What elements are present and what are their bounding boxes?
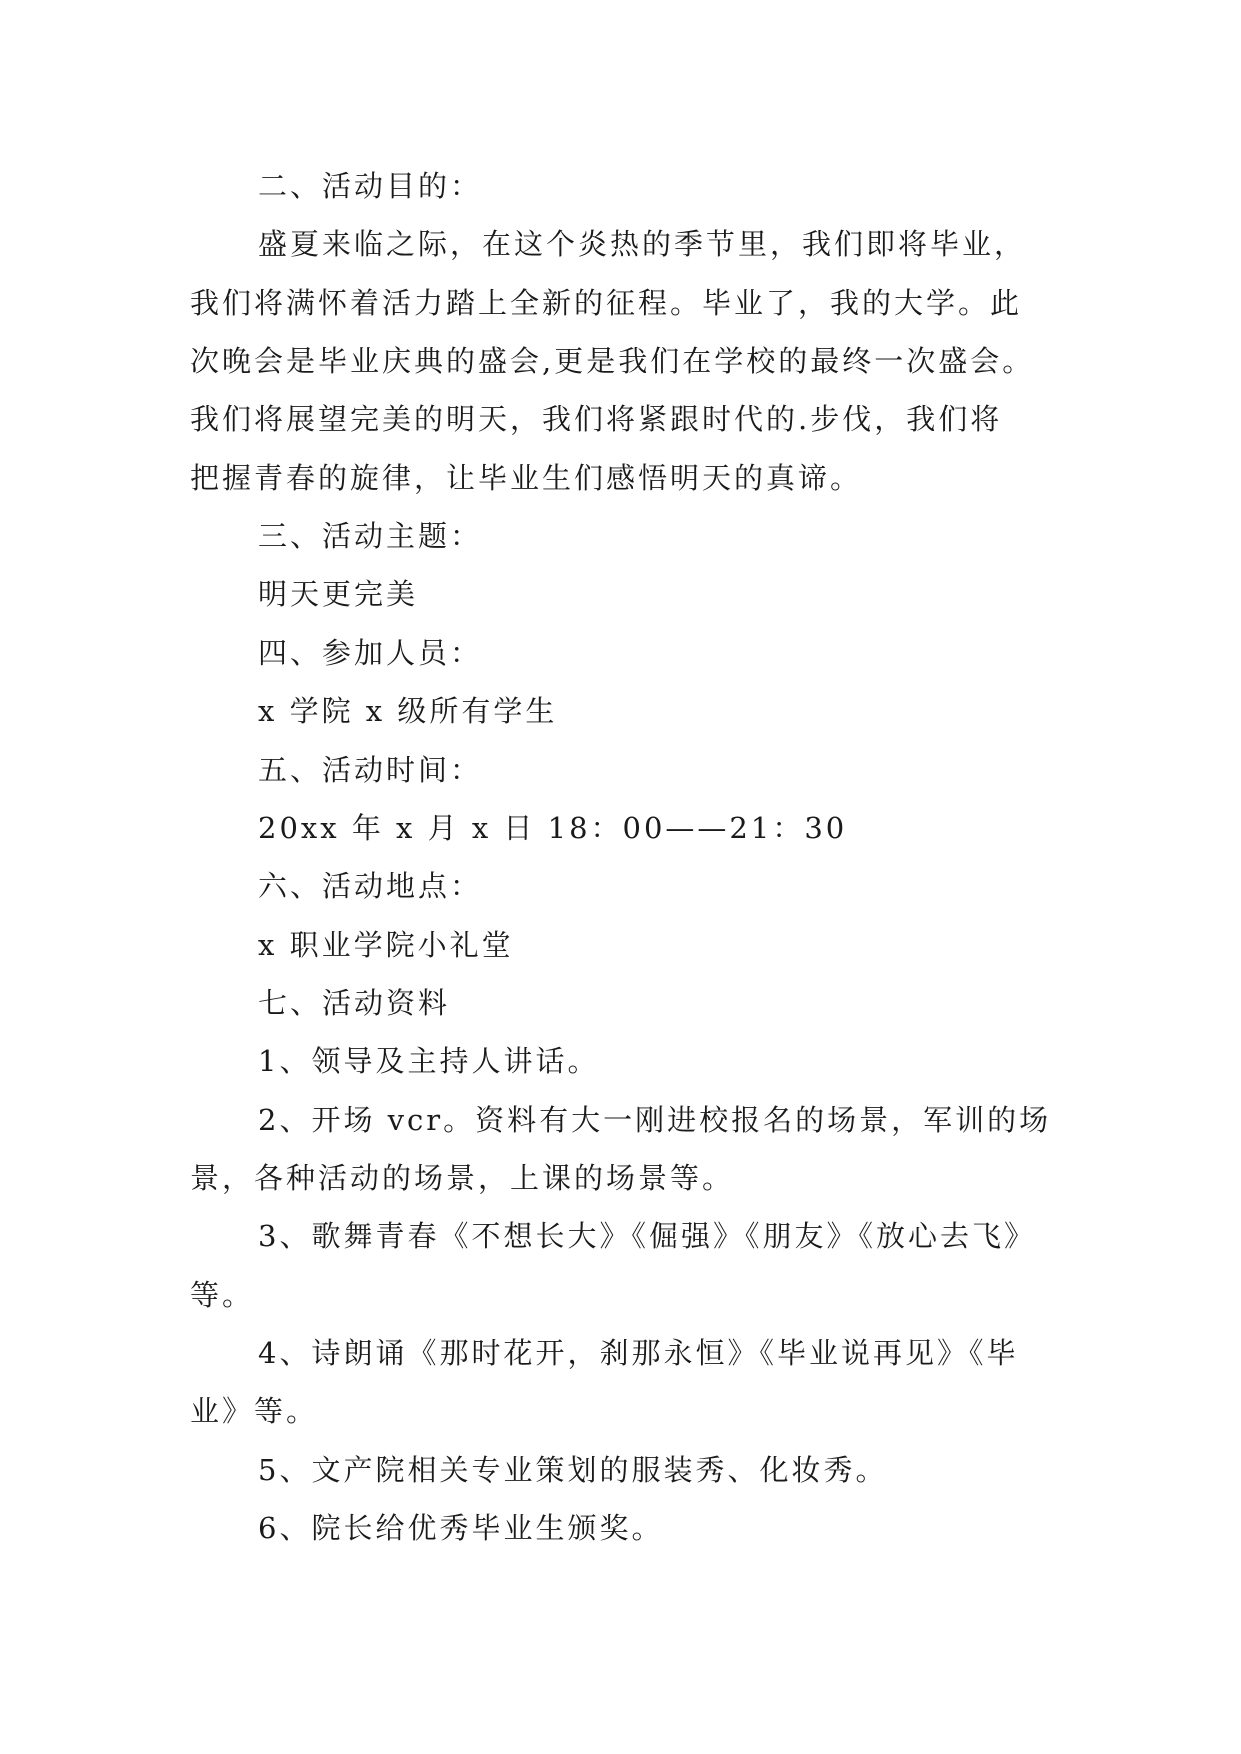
paragraph-line: 把握青春的旋律，让毕业生们感悟明天的真谛。 [190, 461, 863, 495]
participants-text: x 学院 x 级所有学生 [258, 694, 558, 728]
paragraph-line: 次晚会是毕业庆典的盛会,更是我们在学校的最终一次盛会。 [190, 344, 1035, 378]
location-text: x 职业学院小礼堂 [258, 928, 514, 962]
list-item-continuation: 景，各种活动的场景，上课的场景等。 [190, 1161, 735, 1195]
list-item: 3、歌舞青春《不想长大》《倔强》《朋友》《放心去飞》 [258, 1219, 1036, 1253]
section-heading-participants: 四、参加人员： [258, 636, 483, 670]
paragraph-line: 我们将满怀着活力踏上全新的征程。毕业了，我的大学。此 [190, 286, 1023, 320]
list-item-continuation: 等。 [190, 1278, 255, 1312]
list-item: 2、开场 vcr。资料有大一刚进校报名的场景，军训的场 [258, 1103, 1052, 1137]
list-item: 4、诗朗诵《那时花开，刹那永恒》《毕业说再见》《毕 [258, 1336, 1019, 1370]
section-heading-location: 六、活动地点： [258, 869, 483, 903]
list-item: 1、领导及主持人讲话。 [258, 1044, 600, 1078]
list-item: 6、院长给优秀毕业生颁奖。 [258, 1511, 664, 1545]
section-heading-theme: 三、活动主题： [258, 519, 483, 553]
list-item: 5、文产院相关专业策划的服装秀、化妆秀。 [258, 1453, 888, 1487]
list-item-continuation: 业》等。 [190, 1394, 319, 1428]
paragraph-line: 盛夏来临之际，在这个炎热的季节里，我们即将毕业， [258, 227, 1027, 261]
section-heading-content: 七、活动资料 [258, 986, 451, 1020]
paragraph-line: 我们将展望完美的明天，我们将紧跟时代的.步伐，我们将 [190, 402, 1003, 436]
section-heading-time: 五、活动时间： [258, 753, 483, 787]
time-text: 20xx 年 x 月 x 日 18：00——21：30 [258, 811, 848, 845]
section-heading-purpose: 二、活动目的： [258, 169, 483, 203]
theme-text: 明天更完美 [258, 577, 419, 611]
